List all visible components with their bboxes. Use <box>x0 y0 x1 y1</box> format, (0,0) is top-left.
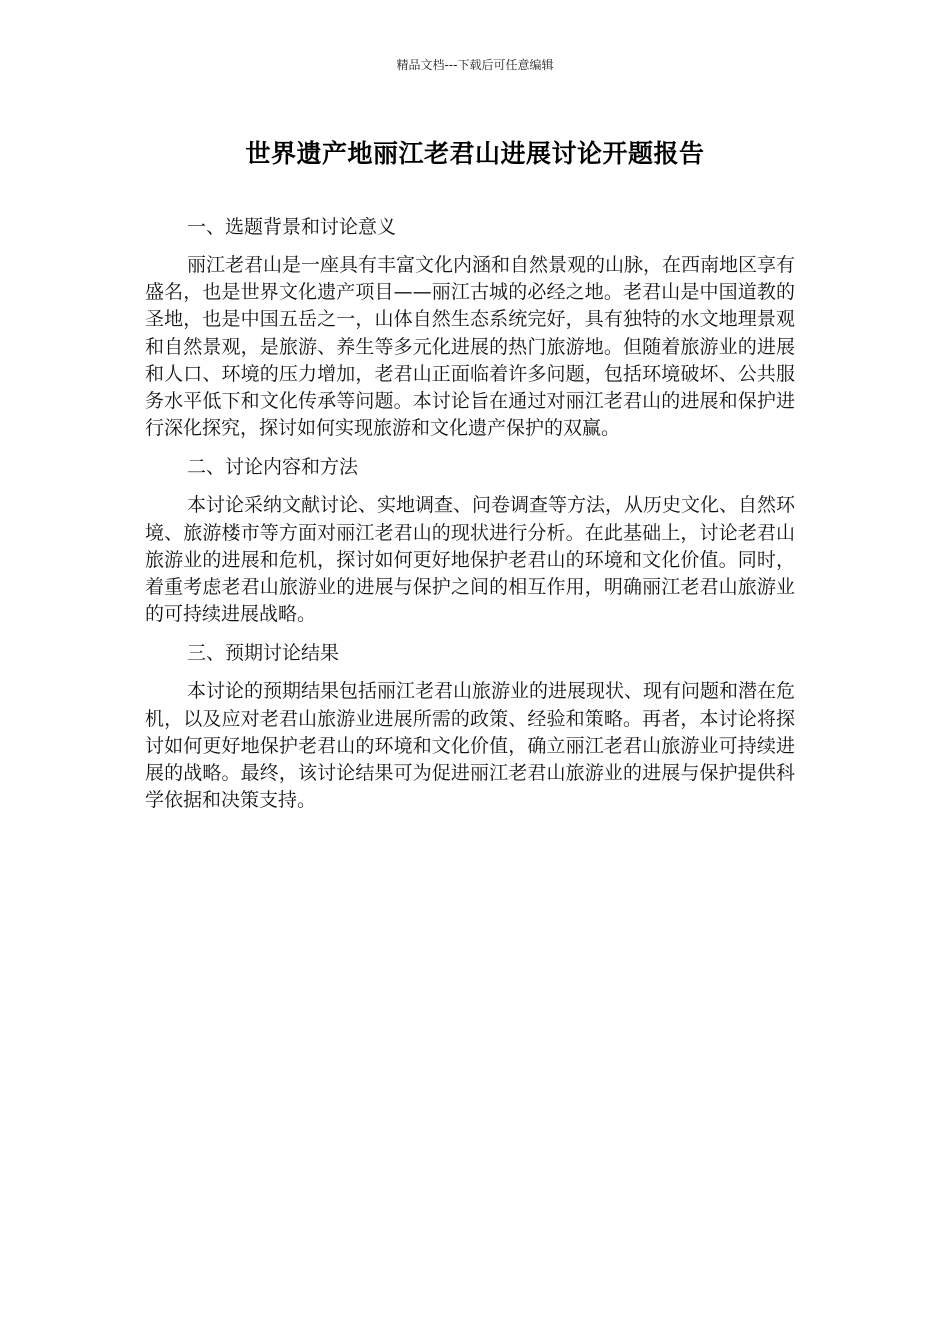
document-title: 世界遗产地丽江老君山进展讨论开题报告 <box>245 139 705 168</box>
section-heading-methods: 二、讨论内容和方法 <box>187 456 359 479</box>
section-heading-results: 三、预期讨论结果 <box>187 642 340 665</box>
section-heading-background: 一、选题背景和讨论意义 <box>187 216 397 238</box>
document-body <box>145 212 795 824</box>
section-paragraph-methods: 本讨论采纳文献讨论、实地调查、问卷调查等方法，从历史文化、自然环境、旅游楼市等方面对丽江老君山的现状进行分析。在此基础上，讨论老君山旅游业的进展和危机，探讨如何更好地保护老君山的环境和文化价值。同时，着重考虑老君山旅游业的进展与保护之间的相互作用，明确丽江老君山旅游业的可持续进展战略。 <box>145 494 796 626</box>
section-paragraph-results: 本讨论的预期结果包括丽江老君山旅游业的进展现状、现有问题和潜在危机，以及应对老君山旅游业进展所需的政策、经验和策略。再者，本讨论将探讨如何更好地保护老君山的环境和文化价值，确立丽江老君山旅游业可持续进展的战略。最终，该讨论结果可为促进丽江老君山旅游业的进展与保护提供科学依据和决策支持。 <box>145 680 796 812</box>
section-paragraph-background: 丽江老君山是一座具有丰富文化内涵和自然景观的山脉，在西南地区享有盛名，也是世界文化遗产项目——丽江古城的必经之地。老君山是中国道教的圣地，也是中国五岳之一，山体自然生态系统完好，具有独特的水文地理景观和自然景观，是旅游、养生等多元化进展的热门旅游地。但随着旅游业的进展和人口、环境的压力增加，老君山正面临着许多问题，包括环境破坏、公共服务水平低下和文化传承等问题。本讨论旨在通过对丽江老君山的进展和保护进行深化探究，探讨如何实现旅游和文化遗产保护的双赢。 <box>145 254 796 440</box>
page-header: 精品文档---下载后可任意编辑 <box>396 58 554 72</box>
